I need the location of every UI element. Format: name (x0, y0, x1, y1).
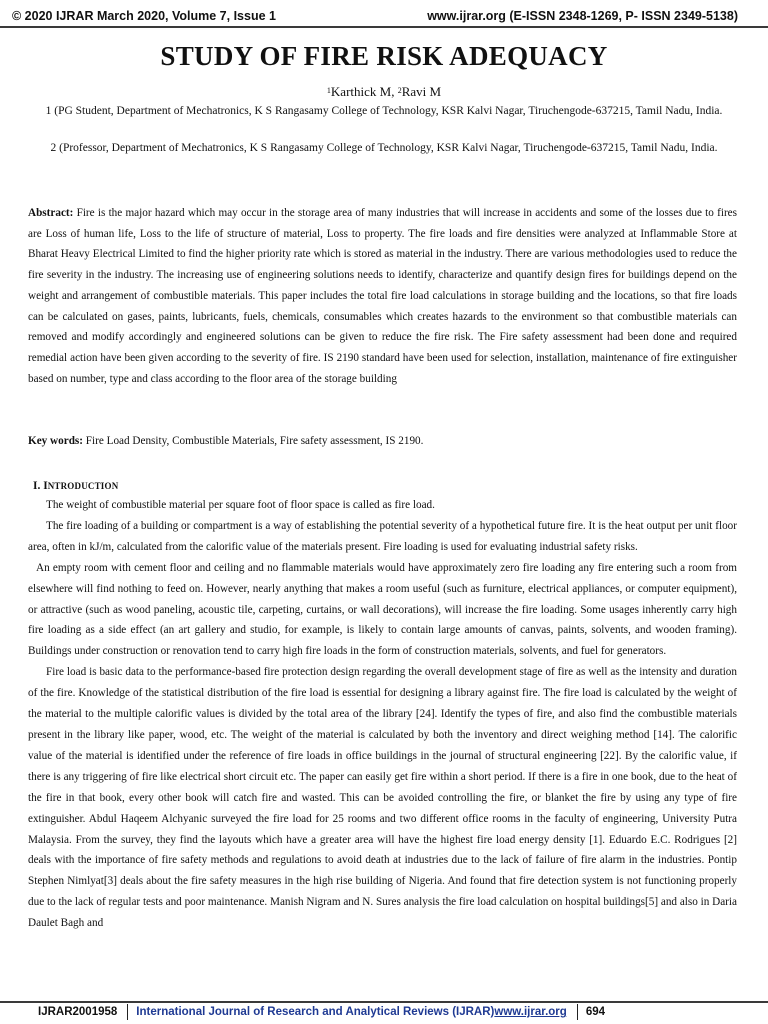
abstract (28, 203, 737, 389)
author-2-name: Ravi M (401, 84, 442, 99)
affiliation-2: 2 (Professor, Department of Mechatronics, K S Rangasamy College of Technology, KSR Kalvi Nagar, Tiruchengode-637215, Tamil Nadu, India. (50, 142, 718, 154)
abstract-text: Fire is the major hazard which may occur in the storage area of many industries that will increase in accidents and some of the losses due to fires are Loss of human life, Loss to the life of structure of material, Loss to property. The fire loads and fire densities were analyzed at Inflammable Store at Bharat Heavy Electrical Limited to find the higher priority rate which is stored as material in the industry. There are various methodologies used to reduce the fire severity in the industry. The increasing use of engineering solutions needs to identify, characterize and quantify design fires for buildings depend on the weight and arrangement of combustible materials. This paper includes the total fire load calculations in storage building and the locations, so that fire loads can be calculated on gases, paints, lubricants, fuels, chemicals, consumables which creates hazards to the environment so that combustible materials can removed and modify accordingly and engineered solutions can be given to reduce the fire risk. The Fire safety assessment had been done and required remedial action have been given according to the severity of fire. IS 2190 standard have been used for selection, installation, maintenance of fire extinguisher based on number, type and class according to the floor area of the storage building (28, 207, 737, 385)
affiliation-1: 1 (PG Student, Department of Mechatronics, K S Rangasamy College of Technology, KSR Kalvi Nagar, Tiruchengode-637215, Tamil Nadu, India. (45, 105, 723, 117)
header-journal-issue: © 2020 IJRAR March 2020, Volume 7, Issue 1 (12, 9, 276, 23)
section-heading-introduction (33, 478, 118, 494)
paragraph: The weight of combustible material per square foot of floor space is called as fire load. (46, 499, 435, 511)
paragraph: Fire load is basic data to the performance-based fire protection design regarding the overall development stage of fire as well as the intensity and duration of the fire. Knowledge of the statistical distribution of the fire load is essential for designing a library against fire. The fire load is calculated by the weight of the material to the multiple calorific values is divided by the total area of the library [24]. Identify the types of fire, and also find the combustible materials present in the library like paper, wood, etc. The weight of the material is calculated by both the inventory and direct weighing method [14]. The calorific value of the material is identified under the reference of fire loads in office buildings in the journal of structural engineering [22]. By the calorific value, if there is any triggering of fire like electrical short circuit etc. The paper can easily get fire within a short period. If there is a fire in one book, due to the heat of the fire in that book, every other book will catch fire and wasted. This can be avoided controlling the fire, or blanket the fire by using any type of fire extinguisher. Abdul Haqeem Alchyanic surveyed the fire load for 25 rooms and two different office rooms in the faculty of engineering, University Putra Malaysia. From the survey, they find the layouts which have a greater area will have the highest fire load energy density [1]. Eduardo E.C. Rodrigues [2] deals with the importance of fire safety methods and regulations to avoid death at industries due to the lack of failure of fire alarm in the industries. Pontip Stephen Nimlyat[3] deals about the fire safety measures in the high rise building of Nigeria. And found that fire detection system is not functioning properly due to the lack of regular tests and poor maintenance. Manish Nigram and N. Sures analysis the fire load calculation on hospital buildings[5] and also in Daria Daulet Bagh and (28, 666, 737, 930)
header-website-issn: www.ijrar.org (E-ISSN 2348-1269, P- ISSN 2349-5138) (427, 9, 738, 23)
author-list (0, 84, 768, 100)
footer-separator (127, 1004, 128, 1020)
footer-journal-name: International Journal of Research and Analytical Reviews (IJRAR) (136, 1006, 495, 1018)
footer-divider (0, 1001, 768, 1003)
footer-paper-code: IJRAR2001958 (38, 1006, 118, 1018)
footer-website-link[interactable]: www.ijrar.org (494, 1006, 567, 1018)
paragraph: An empty room with cement floor and ceiling and no flammable materials would have approximately zero fire loading any fire entering such a room from elsewhere will find nothing to feed on. However, nearly anything that makes a room useful (such as furniture, electrical appliances, or computer equipment), or attractive (such as wood paneling, acoustic tile, carpeting, curtains, or wall decorations), will increase the fire loading. Some usages inherently carry high fire loading as a side effect (an art gallery and studio, for example, is likely to contain large amounts of canvas, paints, solvents, and wooden framing). Buildings under construction or renovation tend to carry high fire loads in the form of construction materials, solvents, and fuel for generators. (28, 561, 737, 658)
author-1-marker: 1 (326, 86, 331, 95)
keywords-text: Fire Load Density, Combustible Materials, Fire safety assessment, IS 2190. (83, 435, 424, 447)
keywords-label: Key words: (28, 435, 83, 447)
introduction-body (28, 495, 737, 934)
paper-title: STUDY OF FIRE RISK ADEQUACY (160, 41, 608, 71)
abstract-label: Abstract: (28, 207, 74, 219)
paragraph: The fire loading of a building or compartment is a way of establishing the potential severity of a hypothetical future fire. It is the heat output per unit floor area, often in kJ/m, calculated from the calorific value of the materials present. Fire loading is used for evaluating industrial safety risks. (28, 519, 737, 553)
header-divider (0, 26, 768, 28)
keywords (28, 432, 737, 450)
page-footer (38, 1004, 605, 1020)
footer-separator (577, 1004, 578, 1020)
author-1-name: Karthick M, (330, 84, 398, 99)
page-number: 694 (585, 1006, 605, 1018)
author-2-marker: 2 (397, 86, 402, 95)
section-title: NTRODUCTION (47, 481, 119, 491)
section-number: I. I (33, 480, 48, 492)
